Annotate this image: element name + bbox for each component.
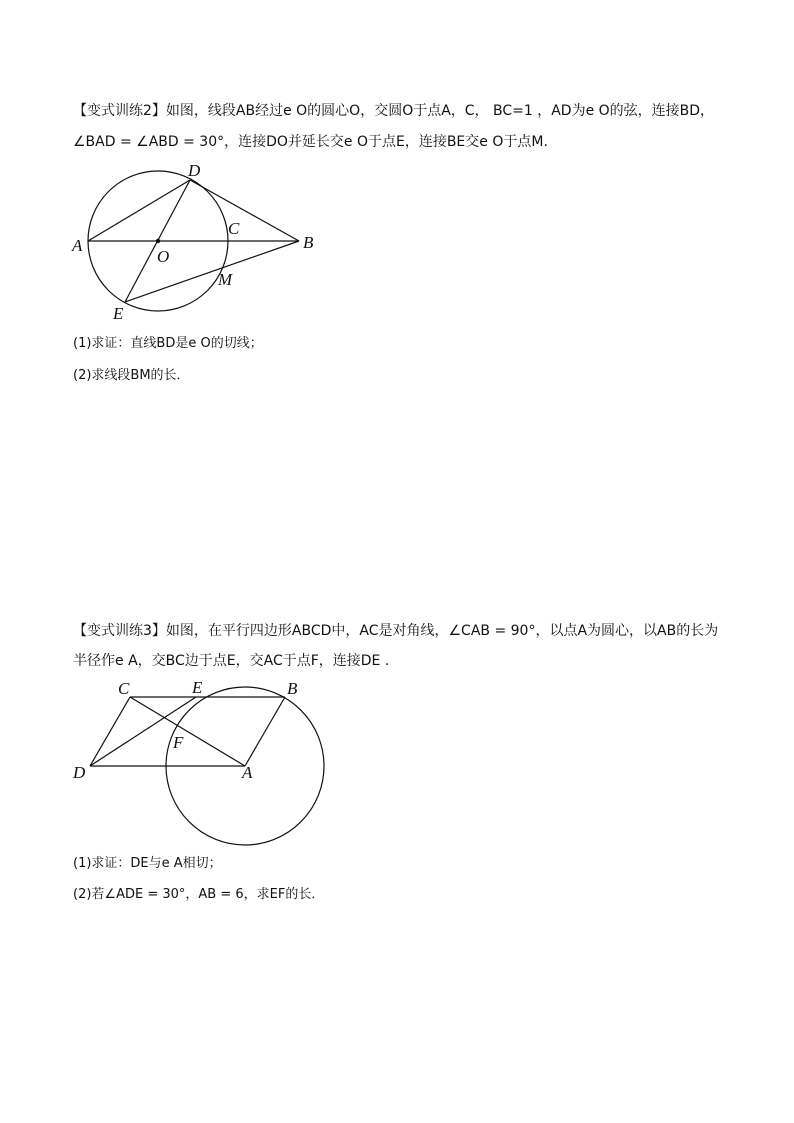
problem3-line2: 半径作e A，交BC边于点E，交AC于点F，连接DE . [73,653,390,669]
segment-bd [190,180,299,241]
label-d: D [73,763,86,782]
segment-ab [245,697,285,766]
label-e: E [113,304,124,323]
problem2-question1: (1)求证：直线BD是e O的切线； [73,336,263,351]
problem2-line1: 【变式训练2】如图，线段AB经过e O的圆心O，交圆O于点A，C， BC=1 ，AD为e O的弦，连接BD， [73,103,715,119]
label-c: C [118,679,130,698]
label-d: D [188,161,201,180]
label-m: M [218,270,233,289]
segment-ca [130,697,245,766]
center-point-o [156,239,160,243]
problem3-question2: (2)若∠ADE = 30°，AB = 6，求EF的长． [73,887,325,902]
segment-ad [88,180,190,241]
label-a: A [72,236,83,255]
problem3-question1: (1)求证：DE与e A相切； [73,856,222,871]
label-o: O [157,247,170,266]
segment-be [125,241,299,302]
problem2-question2: (2)求线段BM的长． [73,368,190,383]
segment-dc [90,697,130,766]
label-f: F [173,733,184,752]
label-c: C [228,219,240,238]
segment-de [90,697,196,766]
label-e: E [192,678,203,697]
label-a: A [242,763,253,782]
label-b: B [287,679,298,698]
label-b: B [303,233,314,252]
problem2-line2: ∠BAD = ∠ABD = 30°，连接DO并延长交e O于点E，连接BE交e O于点M. [73,134,548,150]
problem3-line1: 【变式训练3】如图，在平行四边形ABCD中，AC是对角线，∠CAB = 90°，以点A为圆心，以AB的长为 [73,623,719,639]
